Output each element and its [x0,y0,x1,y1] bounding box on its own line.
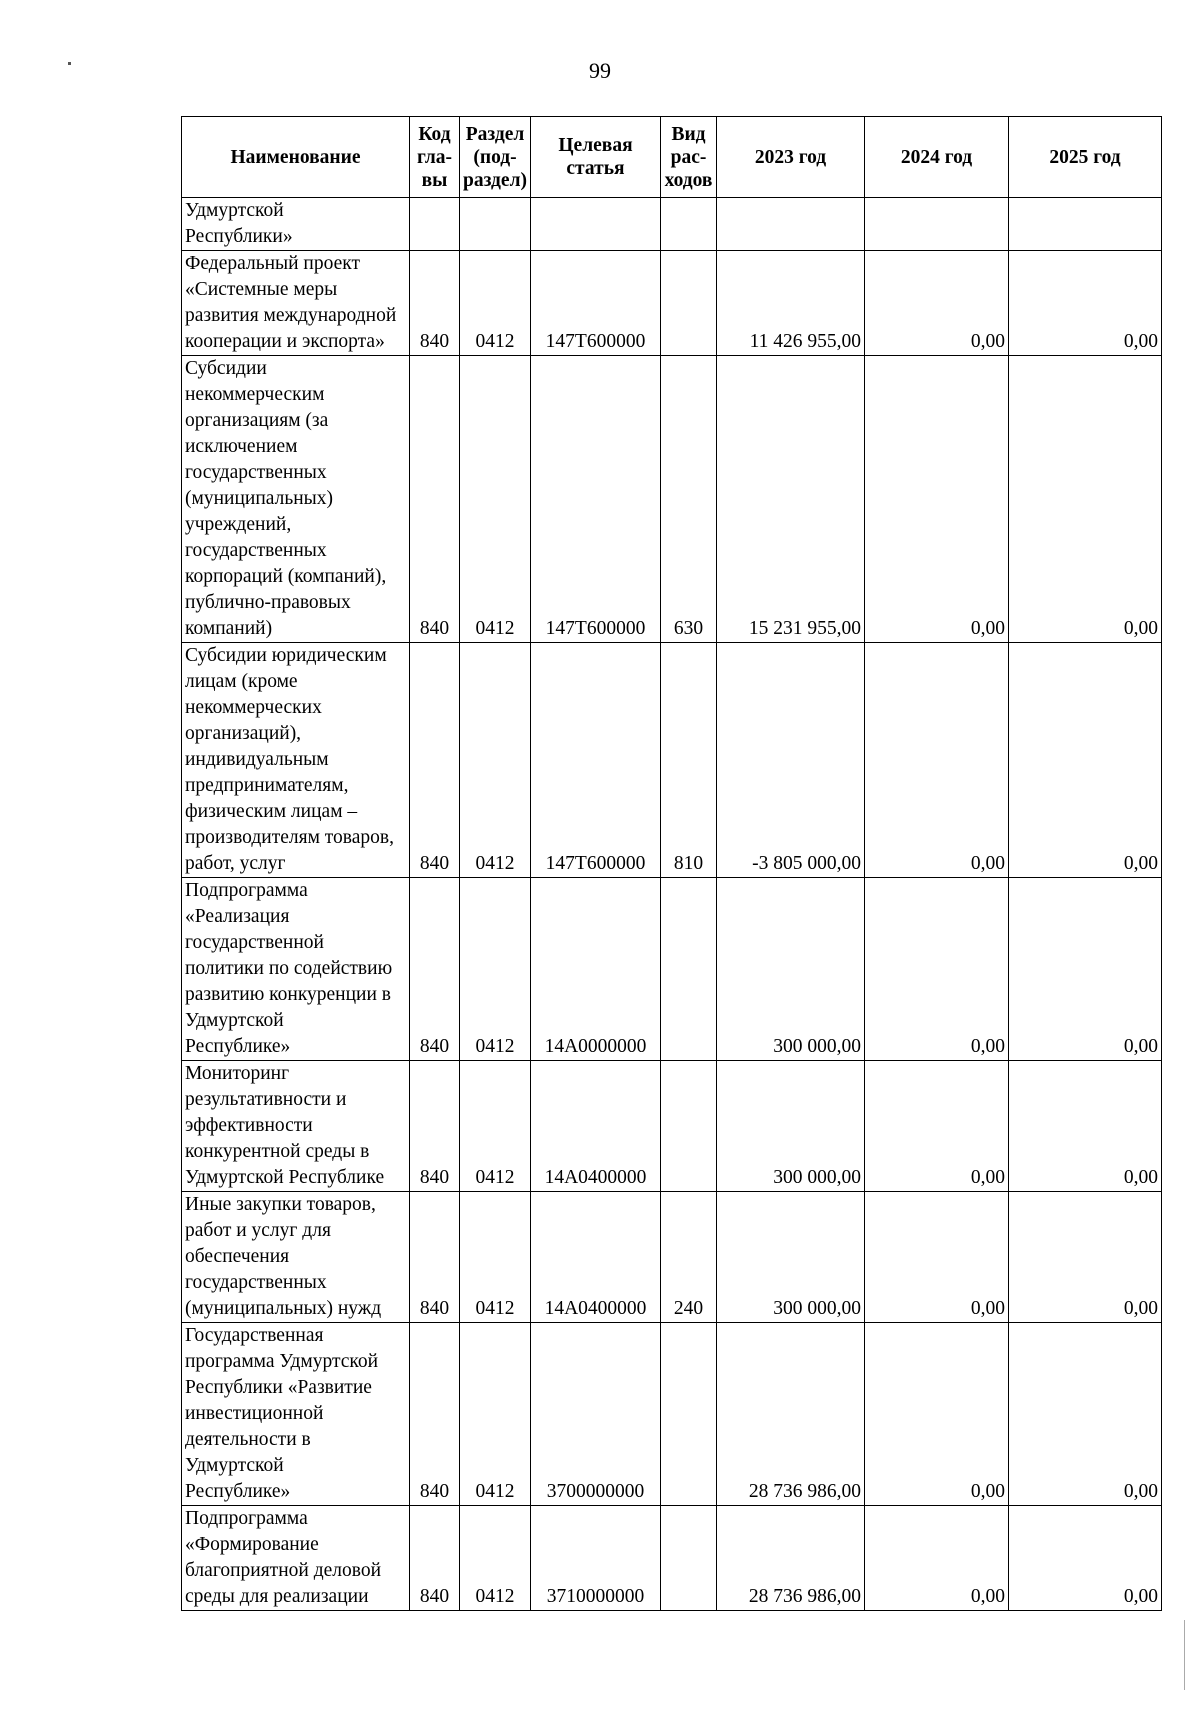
header-2025: 2025 год [1009,117,1162,198]
row-amount-2023: 15 231 955,00 [717,356,865,643]
row-amount-2024: 0,00 [865,1506,1009,1611]
row-name: Подпрограмма «Формирование благоприятной деловой среды для реализации [182,1506,410,1611]
row-target-article: 3700000000 [531,1323,661,1506]
table-row [182,1192,1162,1323]
row-amount-2023: 300 000,00 [717,878,865,1061]
row-target-article: 147T600000 [531,356,661,643]
row-amount-2023: 300 000,00 [717,1061,865,1192]
table-body [182,198,1162,1611]
header-2024: 2024 год [865,117,1009,198]
row-amount-2025: 0,00 [1009,1192,1162,1323]
header-2023: 2023 год [717,117,865,198]
row-name: Иные закупки товаров, работ и услуг для обеспечения государственных (муниципальных) нужд [182,1192,410,1323]
table-row [182,1506,1162,1611]
row-amount-2025: 0,00 [1009,251,1162,356]
header-name: Наименование [182,117,410,198]
row-amount-2024: 0,00 [865,643,1009,878]
row-amount-2024: 0,00 [865,1061,1009,1192]
table-row [182,1061,1162,1192]
row-chapter-code: 840 [410,1061,460,1192]
row-expense-type [661,878,717,1061]
header-expense-type: Вид рас- ходов [661,117,717,198]
row-amount-2023: 28 736 986,00 [717,1506,865,1611]
table-row [182,1323,1162,1506]
page-number: 99 [589,58,611,83]
row-chapter-code: 840 [410,356,460,643]
row-name: Государственная программа Удмуртской Республики «Развитие инвестиционной деятельности в Удмуртской Республике» [182,1323,410,1506]
row-expense-type [661,1323,717,1506]
row-amount-2024: 0,00 [865,878,1009,1061]
row-amount-2025 [1009,198,1162,251]
row-name: Субсидии некоммерческим организациям (за исключением государственных (муниципальных) учреждений, государственных корпораций (компаний), публично-правовых компаний) [182,356,410,643]
row-target-article: 14A0400000 [531,1192,661,1323]
row-name: Удмуртской Республики» [182,198,410,251]
row-amount-2025: 0,00 [1009,356,1162,643]
row-amount-2025: 0,00 [1009,1323,1162,1506]
table-row [182,878,1162,1061]
row-target-article: 14A0400000 [531,1061,661,1192]
row-chapter-code: 840 [410,1323,460,1506]
row-section: 0412 [460,251,531,356]
row-amount-2025: 0,00 [1009,643,1162,878]
row-expense-type [661,1506,717,1611]
header-target-article: Целевая статья [531,117,661,198]
row-expense-type [661,1061,717,1192]
row-amount-2024: 0,00 [865,1323,1009,1506]
row-amount-2024 [865,198,1009,251]
row-target-article: 14A0000000 [531,878,661,1061]
row-section: 0412 [460,1506,531,1611]
budget-table [181,116,1162,1611]
header-chapter-code: Код гла- вы [410,117,460,198]
row-name: Подпрограмма «Реализация государственной политики по содействию развитию конкуренции в Удмуртской Республике» [182,878,410,1061]
row-chapter-code: 840 [410,643,460,878]
row-expense-type [661,198,717,251]
row-section: 0412 [460,356,531,643]
header-section: Раздел (под- раздел) [460,117,531,198]
row-expense-type [661,251,717,356]
row-amount-2024: 0,00 [865,251,1009,356]
table-row [182,198,1162,251]
row-amount-2023 [717,198,865,251]
row-target-article [531,198,661,251]
row-amount-2023: 300 000,00 [717,1192,865,1323]
row-amount-2025: 0,00 [1009,1506,1162,1611]
row-chapter-code: 840 [410,1506,460,1611]
row-expense-type: 630 [661,356,717,643]
row-section: 0412 [460,1192,531,1323]
row-section: 0412 [460,643,531,878]
row-name: Субсидии юридическим лицам (кроме некоммерческих организаций), индивидуальным предпринимателям, физическим лицам – производителям товаров, работ, услуг [182,643,410,878]
row-amount-2025: 0,00 [1009,878,1162,1061]
row-chapter-code [410,198,460,251]
row-name: Мониторинг результативности и эффективности конкурентной среды в Удмуртской Республике [182,1061,410,1192]
row-amount-2025: 0,00 [1009,1061,1162,1192]
row-chapter-code: 840 [410,251,460,356]
scan-artifact [1184,1620,1185,1690]
row-amount-2023: 28 736 986,00 [717,1323,865,1506]
table-row [182,643,1162,878]
row-target-article: 147T600000 [531,251,661,356]
row-target-article: 147T600000 [531,643,661,878]
table-row [182,251,1162,356]
row-target-article: 3710000000 [531,1506,661,1611]
row-chapter-code: 840 [410,878,460,1061]
row-section: 0412 [460,878,531,1061]
row-amount-2023: 11 426 955,00 [717,251,865,356]
row-name: Федеральный проект «Системные меры развития международной кооперации и экспорта» [182,251,410,356]
row-section: 0412 [460,1061,531,1192]
row-amount-2024: 0,00 [865,1192,1009,1323]
table-row [182,356,1162,643]
row-amount-2023: -3 805 000,00 [717,643,865,878]
row-section: 0412 [460,1323,531,1506]
row-expense-type: 810 [661,643,717,878]
row-expense-type: 240 [661,1192,717,1323]
scan-artifact [68,62,71,65]
row-amount-2024: 0,00 [865,356,1009,643]
row-section [460,198,531,251]
table-header [182,117,1162,198]
row-chapter-code: 840 [410,1192,460,1323]
